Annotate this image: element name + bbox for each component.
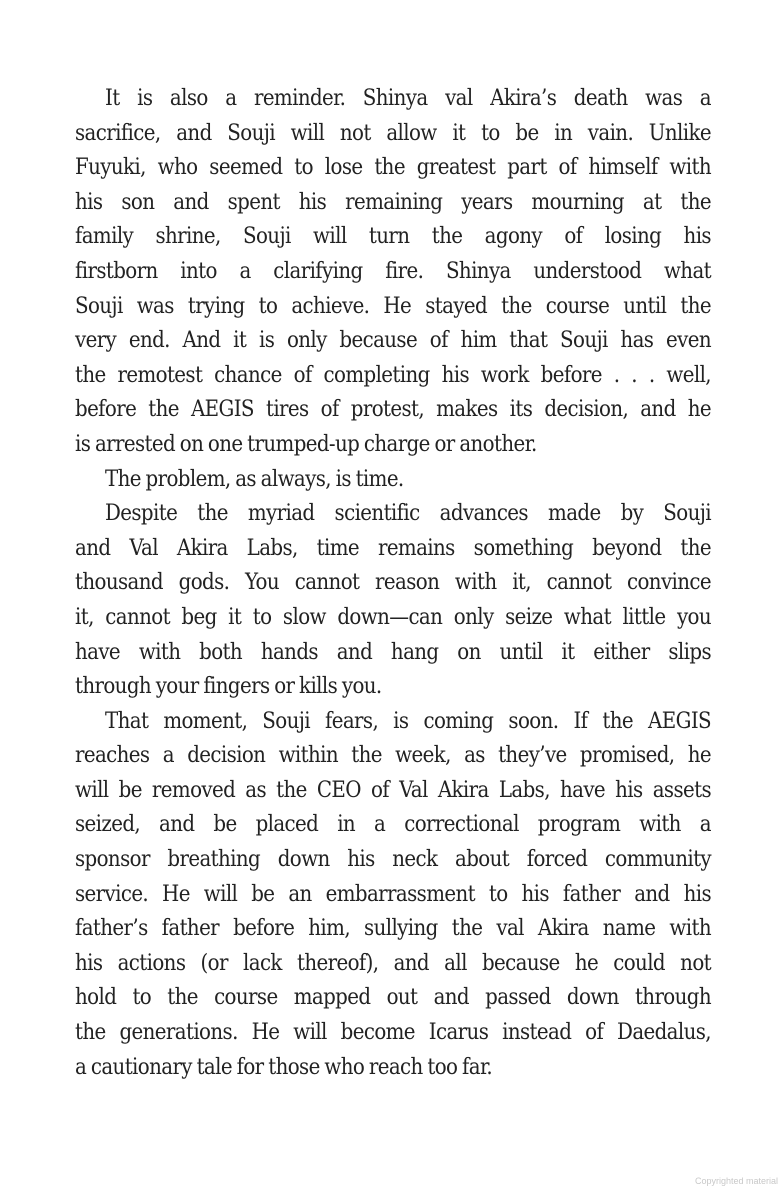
text-line: It is also a reminder. Shinya val Akira’s death was a xyxy=(105,86,711,111)
text-line: firstborn into a clarifying fire. Shinya understood what xyxy=(75,258,711,284)
text-line: it, cannot beg it to slow down—can only seize what little you xyxy=(75,604,711,630)
text-line: and Val Akira Labs, time remains something beyond the xyxy=(75,535,711,561)
book-page-body xyxy=(75,82,711,1085)
text-line: That moment, Souji fears, is coming soon. If the AEGIS xyxy=(105,708,711,734)
text-line: his actions (or lack thereof), and all because he could not xyxy=(75,950,711,976)
text-line: Souji was trying to achieve. He stayed the course until the xyxy=(75,293,711,319)
text-line: Despite the myriad scientific advances made by Souji xyxy=(105,501,711,527)
paragraph-problem xyxy=(75,463,711,498)
text-line: sponsor breathing down his neck about forced community xyxy=(75,847,711,873)
paragraph-reminder xyxy=(75,82,711,463)
text-line: family shrine, Souji will turn the agony of losing his xyxy=(75,224,711,250)
copyright-watermark: Copyrighted material xyxy=(694,1176,778,1186)
text-line: his son and spent his remaining years mourning at the xyxy=(75,189,711,215)
text-line: a cautionary tale for those who reach too far. xyxy=(75,1054,493,1080)
text-line: thousand gods. You cannot reason with it, cannot convince xyxy=(75,570,711,596)
text-line: sacrifice, and Souji will not allow it to be in vain. Unlike xyxy=(75,120,711,146)
text-line: father’s father before him, sullying the val Akira name with xyxy=(75,916,711,942)
text-line: Fuyuki, who seemed to lose the greatest part of himself with xyxy=(75,155,711,181)
text-line: will be removed as the CEO of Val Akira Labs, have his assets xyxy=(75,777,711,803)
text-line: the generations. He will become Icarus instead of Daedalus, xyxy=(75,1020,711,1046)
paragraph-time xyxy=(75,497,711,705)
text-line: very end. And it is only because of him that Souji has even xyxy=(75,328,711,354)
text-line: through your fingers or kills you. xyxy=(75,674,382,700)
text-line: the remotest chance of completing his work before . . . well, xyxy=(75,362,711,388)
text-line: The problem, as always, is time. xyxy=(105,466,404,492)
text-line: seized, and be placed in a correctional program with a xyxy=(75,812,711,838)
text-line: have with both hands and hang on until it either slips xyxy=(75,639,711,665)
text-line: before the AEGIS tires of protest, makes its decision, and he xyxy=(75,397,711,423)
text-line: reaches a decision within the week, as they’ve promised, he xyxy=(75,743,711,769)
text-line: service. He will be an embarrassment to his father and his xyxy=(75,881,711,907)
text-line: hold to the course mapped out and passed down through xyxy=(75,985,711,1011)
text-line: is arrested on one trumped-up charge or another. xyxy=(75,431,537,457)
paragraph-moment xyxy=(75,705,711,1086)
